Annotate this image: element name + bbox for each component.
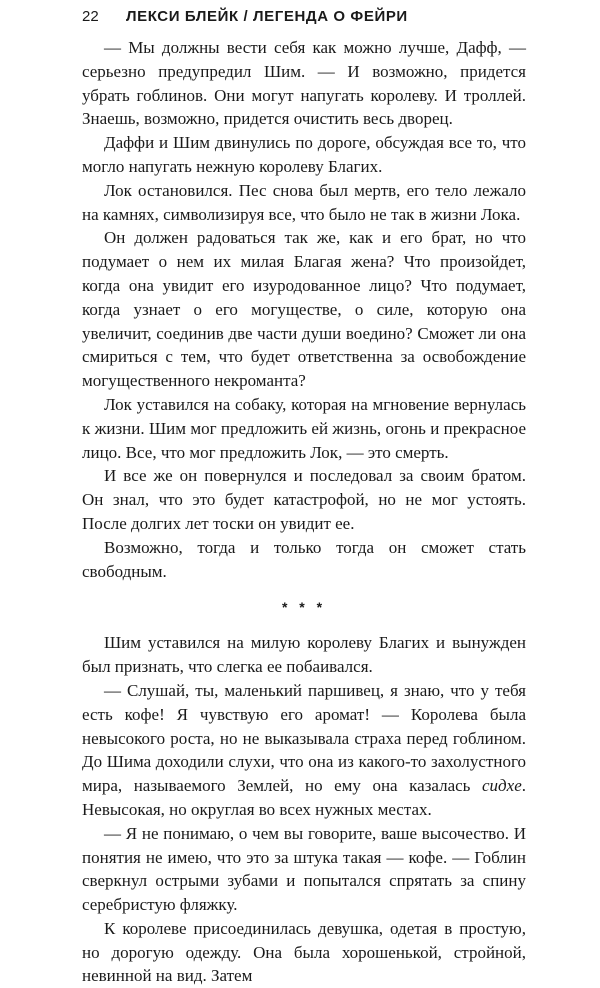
paragraph: И все же он повернулся и последовал за своим братом. Он знал, что это будет катастрофой, но не мог устоять. После долгих лет тоски он увидит ее. [82, 466, 526, 533]
emphasis: сидхе [482, 776, 522, 796]
paragraph: — Я не понимаю, о чем вы говорите, ваше высочество. И понятия не имею, что это за штука такая — кофе. — Гоблин сверкнул острыми зубами и попытался спрятать за спину серебристую фляжку. [82, 823, 526, 915]
paragraph: — Слушай, ты, маленький паршивец, я знаю, что у тебя есть кофе! Я чувствую его аромат! — Королева была невысокого роста, но не выказывала страха перед гоблином. До Шима доходили слухи, что она из какого-то захолустного мира, называемого Землей, но ему она казалась сидхе. Невысокая, но округлая во всех нужных местах. [82, 680, 526, 819]
paragraph: Даффи и Шим двинулись по дороге, обсуждая все то, что могло напугать нежную королеву Благих. [82, 133, 526, 176]
page-number: 22 [82, 8, 99, 25]
paragraph: Лок остановился. Пес снова был мертв, его тело лежало на камнях, символизируя все, что было не так в жизни Лока. [82, 180, 526, 224]
body-text [82, 36, 526, 988]
running-head: ЛЕКСИ БЛЕЙК / ЛЕГЕНДА О ФЕЙРИ [126, 8, 408, 25]
scene-break: * * * [281, 599, 327, 616]
paragraph: Шим уставился на милую королеву Благих и вынужден был признать, что слегка ее побаивался. [82, 633, 526, 677]
page-header [82, 6, 542, 28]
paragraph: Возможно, тогда и только тогда он сможет стать свободным. [82, 537, 526, 581]
paragraph: К королеве присоединилась девушка, одетая в простую, но дорогую одежду. Она была хорошенькой, стройной, невинной на вид. Затем [82, 918, 526, 986]
paragraph: Лок уставился на собаку, которая на мгновение вернулась к жизни. Шим мог предложить ей жизнь, огонь и прекрасное лицо. Все, что мог предложить Лок, — это смерть. [82, 394, 526, 462]
paragraph: — Мы должны вести себя как можно лучше, Дафф, — серьезно предупредил Шим. — И возможно, придется убрать гоблинов. Они могут напугать королеву. И троллей. Знаешь, возможно, придется очистить весь дворец. [82, 38, 526, 129]
paragraph: Он должен радоваться так же, как и его брат, но что подумает о нем их милая Благая жена? Что произойдет, когда она увидит его изуродованное лицо? Что подумает, когда узнает о его могуществе, о силе, которую она увеличит, соединив две части души воедино? Сможет ли она смириться с тем, что будет ответственна за освобождение могущественного некроманта? [82, 228, 526, 391]
